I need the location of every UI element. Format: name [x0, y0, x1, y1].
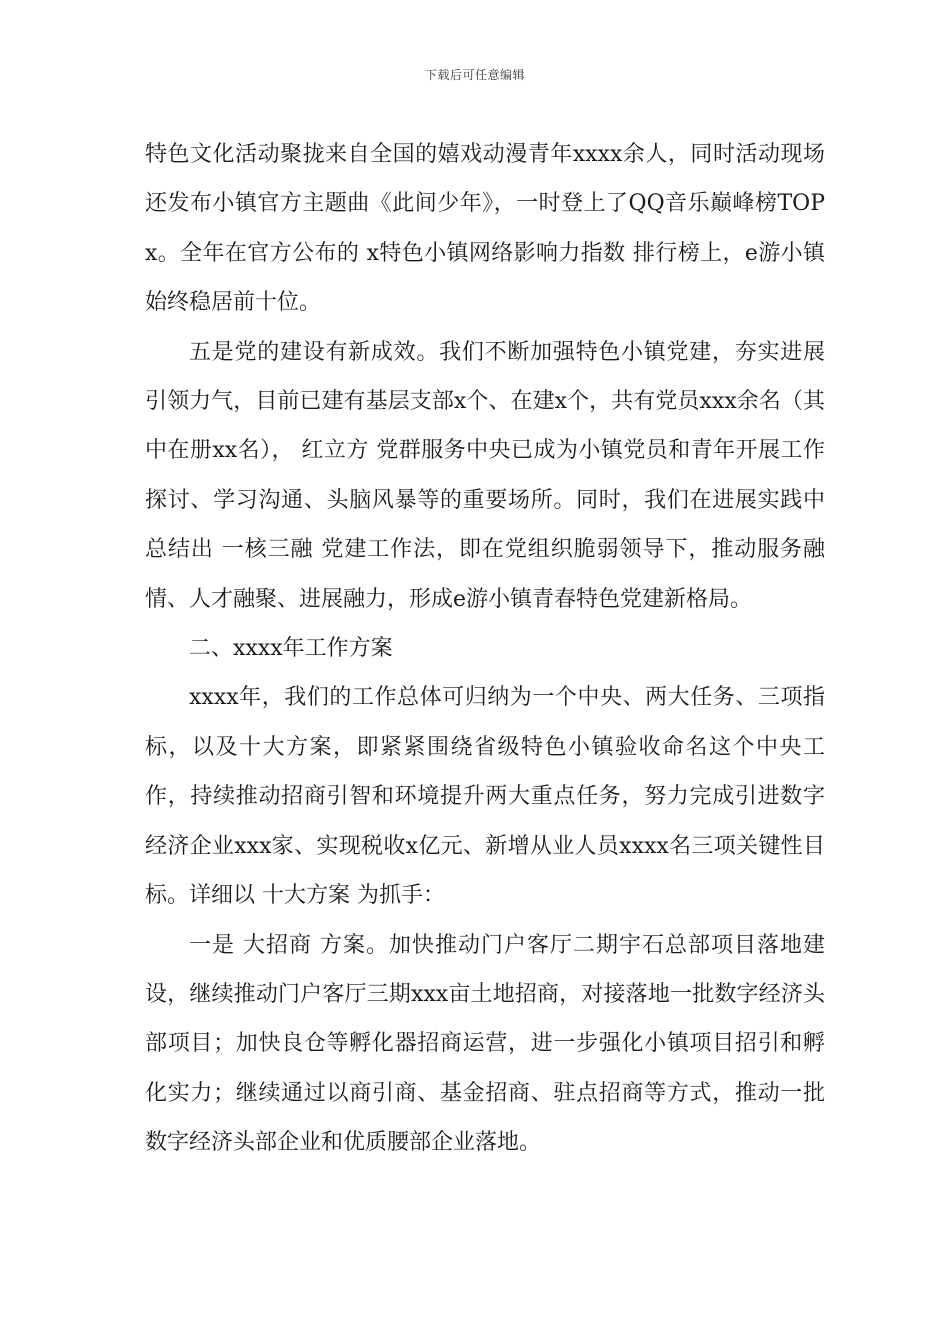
paragraph-work-overview: xxxx年，我们的工作总体可归纳为一个中央、两大任务、三项指标，以及十大方案，即紧紧围绕省级特色小镇验收命名这个中央工作，持续推动招商引智和环境提升两大重点任务，努力完成引进数字经济企业xxx家、实现税收x亿元、新增从业人员xxxx名三项关键性目标。详细以 十大方案 为抓手： [145, 685, 825, 909]
section-heading-work-plan: 二、xxxx年工作方案 [189, 636, 393, 662]
document-body [145, 130, 825, 1168]
paragraph-party-building: 五是党的建设有新成效。我们不断加强特色小镇党建，夯实进展引领力气，目前已建有基层支部x个、在建x个，共有党员xxx余名（其中在册xx名）， 红立方 党群服务中央已成为小镇党员和青年开展工作探讨、学习沟通、头脑风暴等的重要场所。同时，我们在进展实践中总结出 一核三融 党建工作法，即在党组织脆弱领导下，推动服务融情、人才融聚、进展融力，形成e游小镇青春特色党建新格局。 [145, 339, 825, 612]
page-header-note: 下载后可任意编辑 [424, 68, 525, 82]
paragraph-culture-activities: 特色文化活动聚拢来自全国的嬉戏动漫青年xxxx余人，同时活动现场还发布小镇官方主题曲《此间少年》，一时登上了QQ音乐巅峰榜TOPx。全年在官方公布的 x特色小镇网络影响力指数 排行榜上，e游小镇始终稳居前十位。 [145, 142, 825, 316]
paragraph-investment-plan: 一是 大招商 方案。加快推动门户客厅二期宇石总部项目落地建设，继续推动门户客厅三期xxx亩土地招商，对接落地一批数字经济头部项目；加快良仓等孵化器招商运营，进一步强化小镇项目招引和孵化实力；继续通过以商引商、基金招商、驻点招商等方式，推动一批数字经济头部企业和优质腰部企业落地。 [145, 932, 825, 1156]
